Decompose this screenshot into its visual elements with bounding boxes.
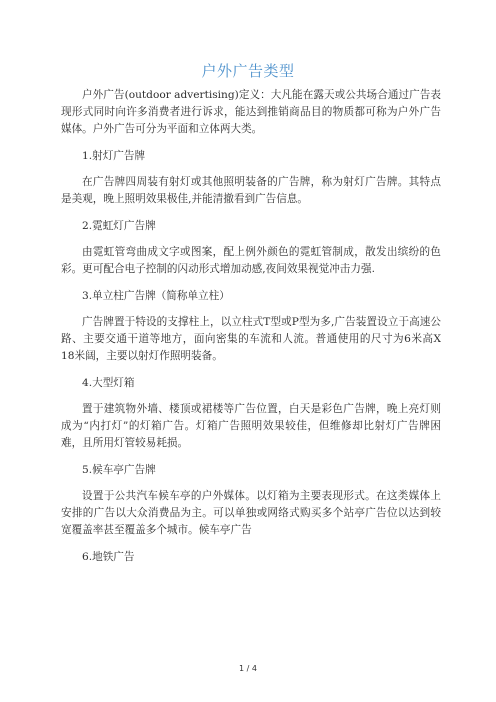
section-body-2: 由霓虹管弯曲成文字或图案，配上例外颜色的霓虹管制成，散发出缤纷的色彩。更可配合电子控制的闪动形式增加动感,夜间效果视觉冲击力强.: [61, 246, 441, 275]
section-body-1: 在广告牌四周装有射灯或其他照明装备的广告牌，称为射灯广告牌。其特点是美观，晚上照明效果极佳,并能清撤看到广告信息。: [61, 176, 441, 205]
page-indicator: 1 / 4: [239, 664, 257, 673]
intro-paragraph: 户外广告(outdoor advertising)定义：大凡能在露天或公共场合通过广告表现形式同时向许多消费者进行诉求，能达到推销商品目的物质都可称为户外广告媒体。户外广告可分为平面和立体两大类。: [61, 89, 441, 135]
section-heading-4: 4.大型灯箱: [82, 377, 135, 389]
document-title: 户外广告类型: [201, 62, 295, 80]
section-heading-5: 5.候车亭广告牌: [82, 464, 156, 476]
section-body-5: 设置于公共汽车候车亭的户外媒体。以灯箱为主要表现形式。在这类媒体上安排的广告以大众消费品为主。可以单独或网络式购买多个站亭广告位以达到较宽覆盖率甚至覆盖多个城市。候车亭广告: [61, 490, 441, 536]
section-heading-6: 6.地铁广告: [82, 551, 135, 563]
section-body-4: 置于建筑物外墙、楼顶或裙楼等广告位置，白天是彩色广告牌，晚上亮灯则成为“内打灯”的灯箱广告。灯箱广告照明效果较佳，但维修却比射灯广告牌困难，且所用灯管较易耗损。: [61, 403, 441, 449]
section-body-3: 广告牌置于特设的支撑柱上，以立柱式T型或P型为多,广告装置设立于高速公路、主要交通干道等地方，面向密集的车流和人流。普通使用的尺寸为6米高X 18米阔，主要以射灯作照明装备。: [61, 316, 441, 362]
section-heading-1: 1.射灯广告牌: [82, 150, 146, 162]
section-heading-3: 3.单立柱广告牌（简称单立柱）: [82, 290, 230, 302]
section-heading-2: 2.霓虹灯广告牌: [82, 220, 156, 232]
document-body: [61, 87, 441, 566]
